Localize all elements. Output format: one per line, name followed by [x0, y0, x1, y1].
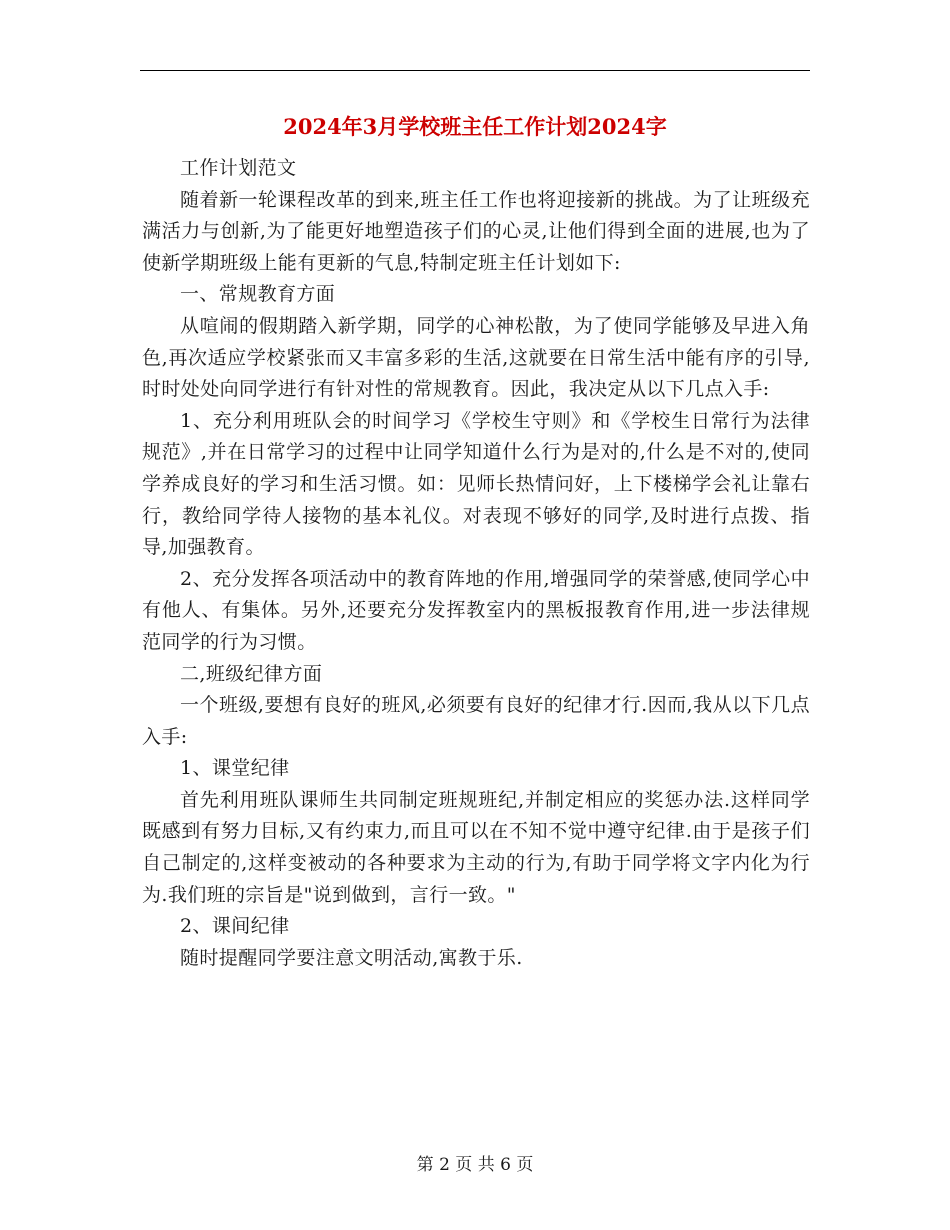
header-rule	[140, 70, 810, 71]
section-heading-class-discipline: 二,班级纪律方面	[180, 662, 323, 685]
document-body	[142, 153, 810, 974]
subheading-classroom-discipline: 1、课堂纪律	[180, 757, 290, 780]
paragraph-routine-education: 从喧闹的假期踏入新学期，同学的心神松散，为了使同学能够及早进入角色,再次适应学校紧张而又丰富多彩的生活,这就要在日常生活中能有序的引导,时时处处向同学进行有针对性的常规教育。因此，我决定从以下几点入手:	[142, 314, 810, 401]
paragraph-break-discipline: 随时提醒同学要注意文明活动,寓教于乐.	[180, 946, 523, 969]
paragraph-subtitle: 工作计划范文	[180, 157, 297, 179]
page-number: 第 2 页 共 6 页	[416, 1155, 534, 1175]
paragraph-item-2: 2、充分发挥各项活动中的教育阵地的作用,增强同学的荣誉感,使同学心中有他人、有集体。另外,还要充分发挥教室内的黑板报教育作用,进一步法律规范同学的行为习惯。	[142, 567, 810, 653]
paragraph-intro: 随着新一轮课程改革的到来,班主任工作也将迎接新的挑战。为了让班级充满活力与创新,为了能更好地塑造孩子们的心灵,让他们得到全面的进展,也为了使新学期班级上能有更新的气息,特制定班主任计划如下:	[142, 188, 810, 274]
section-heading-routine-education: 一、常规教育方面	[180, 283, 336, 306]
document-title: 2024年3月学校班主任工作计划2024字	[283, 114, 667, 139]
paragraph-item-1: 1、充分利用班队会的时间学习《学校生守则》和《学校生日常行为法律规范》,并在日常学习的过程中让同学知道什么行为是对的,什么是不对的,使同学养成良好的学习和生活习惯。如：见师长热情问好，上下楼梯学会礼让靠右行，教给同学待人接物的基本礼仪。对表现不够好的同学,及时进行点拨、指导,加强教育。	[142, 409, 810, 559]
paragraph-class-discipline: 一个班级,要想有良好的班风,必须要有良好的纪律才行.因而,我从以下几点入手:	[142, 694, 810, 748]
subheading-break-discipline: 2、课间纪律	[180, 915, 290, 938]
paragraph-classroom-discipline: 首先利用班队课师生共同制定班规班纪,并制定相应的奖惩办法.这样同学既感到有努力目标,又有约束力,而且可以在不知不觉中遵守纪律.由于是孩子们自己制定的,这样变被动的各种要求为主动的行为,有助于同学将文字内化为行为.我们班的宗旨是"说到做到，言行一致。"	[142, 788, 810, 906]
